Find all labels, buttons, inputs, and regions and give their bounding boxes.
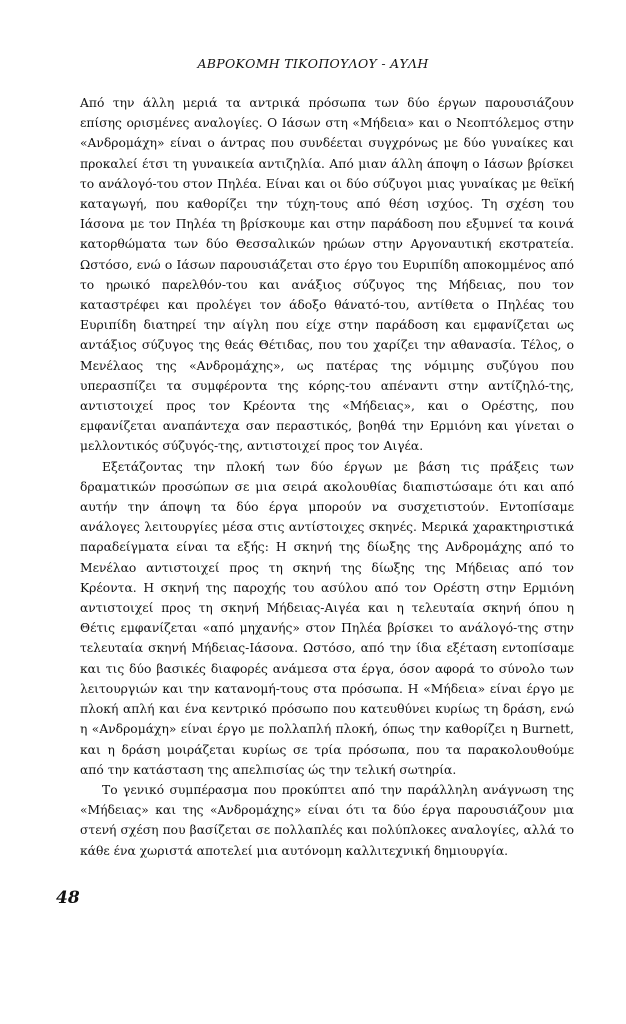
body-text [80, 93, 574, 861]
running-head-title: ΑΒΡΟΚΟΜΗ ΤΙΚΟΠΟΥΛΟΥ - ΑΥΛΗ [197, 56, 429, 71]
page-number: 48 [56, 888, 80, 908]
paragraph-3: Το γενικό συμπέρασμα που προκύπτει από την παράλληλη ανάγνωση της «Μήδειας» και της «Ανδρομάχης» είναι ότι τα δύο έργα παρουσιάζουν μια στενή σχέση που βασίζεται σε πολλαπλές και πολύπλοκες αναλογίες, αλλά το κάθε ένα χωριστά αποτελεί μια αυτόνομη καλλιτεχνική δημιουργία. [80, 782, 574, 858]
paragraph-2: Εξετάζοντας την πλοκή των δύο έργων με βάση τις πράξεις των δραματικών προσώπων σε μια σειρά ακολουθίας διαπιστώσαμε ότι και από αυτήν την άποψη τα δύο έργα μπορούν να συσχετιστούν. Εντοπίσαμε ανάλογες λειτουργίες μέσα στις αντίστοιχες σκηνές. Μερικά χαρακτηριστικά παραδείγματα είναι τα εξής: Η σκηνή της δίωξης της Ανδρομάχης από το Μενέλαο αντιστοιχεί προς τη σκηνή της δίωξης της Μήδειας από τον Κρέοντα. Η σκηνή της παροχής του ασύλου από τον Ορέστη στην Ερμιόνη αντιστοιχεί προς τη σκηνή Μήδειας-Αιγέα και η τελευταία σκηνή όπου η Θέτις εμφανίζεται «από μηχανής» στον Πηλέα βρίσκει το ανάλογό-της στην τελευταία σκηνή Μήδειας-Ιάσονα. Ωστόσο, από την ίδια εξέταση εντοπίσαμε και τις δύο βασικές διαφορές ανάμεσα στα έργα, όσον αφορά το σύνολο των λειτουργιών και την κατανομή-τους στα πρόσωπα. Η «Μήδεια» είναι έργο με πλοκή απλή και ένα κεντρικό πρόσωπο που κατευθύνει κυρίως τη δράση, ενώ η «Ανδρομάχη» είναι έργο με πολλαπλή πλοκή, όπως την καθορίζει η Burnett, και η δράση μοιράζεται κυρίως σε τρία πρόσωπα, που τα παρακολουθούμε από την κατάσταση της απελπισίας ώς την τελική σωτηρία. [80, 459, 574, 777]
paragraph-1: Από την άλλη μεριά τα αντρικά πρόσωπα των δύο έργων παρουσιάζουν επίσης ορισμένες αναλογίες. Ο Ιάσων στη «Μήδεια» και ο Νεοπτόλεμος στην «Ανδρομάχη» είναι ο άντρας που συνδέεται συγχρόνως με δύο γυναίκες και προκαλεί έτσι τη γυναικεία αντιζηλία. Από μιαν άλλη άποψη ο Ιάσων βρίσκει το ανάλογό-του στον Πηλέα. Είναι και οι δύο σύζυγοι μιας γυναίκας με θεϊκή καταγωγή, που καθορίζει την τύχη-τους από θέση ισχύος. Τη σχέση του Ιάσονα με τον Πηλέα τη βρίσκουμε και στην παράδοση που εξυμνεί τα κοινά κατορθώματα των δύο Θεσσαλικών ηρώων στην Αργοναυτική εκστρατεία. Ωστόσο, ενώ ο Ιάσων παρουσιάζεται στο έργο του Ευριπίδη αποκομμένος από το ηρωικό παρελθόν-του και ανάξιος σύζυγος της Μήδειας, που τον καταστρέφει και προλέγει τον άδοξο θάνατό-του, αντίθετα ο Πηλέας του Ευριπίδη διατηρεί την αίγλη που είχε στην παράδοση και εμφανίζεται ως αντάξιος σύζυγος της θεάς Θέτιδας, που του χαρίζει την αθανασία. Τέλος, ο Μενέλαος της «Ανδρομάχης», ως πατέρας της νόμιμης συζύγου που υπερασπίζει τα συμφέροντα της κόρης-του απέναντι στην αντίζηλό-της, αντιστοιχεί προς τον Κρέοντα της «Μήδειας», και ο Ορέστης, που εμφανίζεται αναπάντεχα σαν περαστικός, βοηθά την Ερμιόνη και γίνεται ο μελλοντικός σύζυγός-της, αντιστοιχεί προς τον Αιγέα. [80, 96, 574, 454]
